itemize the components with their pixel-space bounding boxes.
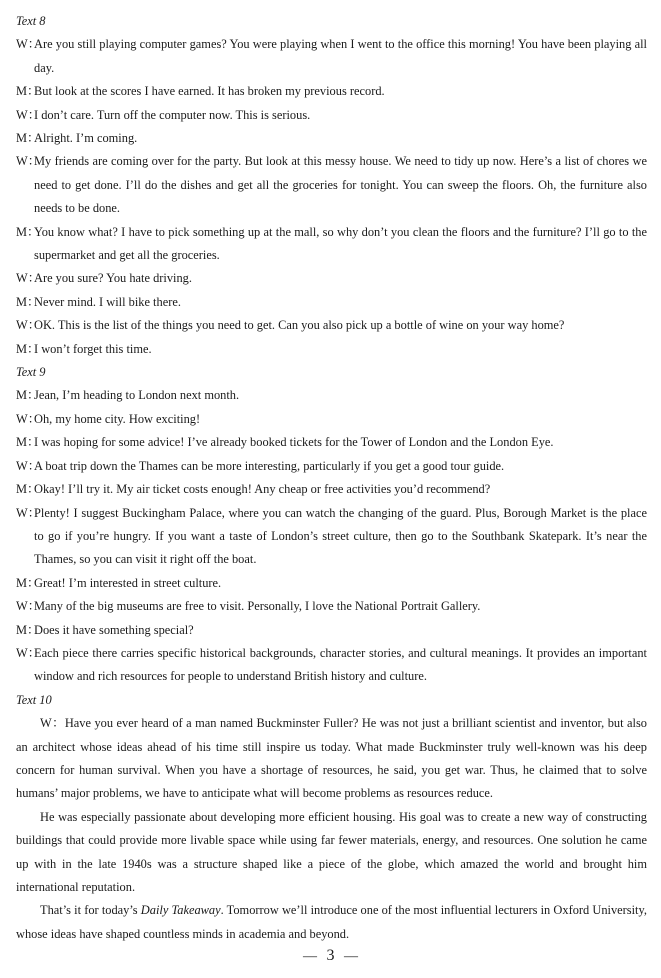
dialogue bbox=[16, 384, 647, 688]
speaker-label: M： bbox=[16, 435, 40, 450]
speaker-label: M： bbox=[16, 388, 40, 403]
speaker-label: W： bbox=[16, 458, 41, 473]
dialogue-line bbox=[16, 478, 647, 501]
dialogue bbox=[16, 33, 647, 361]
utterance: Does it have something special? bbox=[34, 622, 194, 637]
transcript-page bbox=[16, 10, 647, 946]
paragraph-text: . Tomorrow we’ll introduce one of the most influential lecturers in Oxford University, whose ideas have shaped countless minds in academia and beyond. bbox=[16, 903, 647, 941]
speaker-label: W： bbox=[16, 505, 41, 520]
utterance: Are you sure? You hate driving. bbox=[34, 271, 192, 286]
speaker-label: M： bbox=[16, 84, 40, 99]
section-text-9 bbox=[16, 361, 647, 689]
dialogue-line bbox=[16, 127, 647, 150]
speaker-label: M： bbox=[16, 622, 40, 637]
section-heading: Text 8 bbox=[16, 14, 46, 28]
dialogue-line bbox=[16, 338, 647, 361]
dialogue-line bbox=[16, 80, 647, 103]
utterance: Okay! I’ll try it. My air ticket costs enough! Any cheap or free activities you’d recommend? bbox=[34, 482, 491, 497]
utterance: I was hoping for some advice! I’ve already booked tickets for the Tower of London and the London Eye. bbox=[34, 435, 554, 450]
dialogue-line bbox=[16, 572, 647, 595]
section-text-8 bbox=[16, 10, 647, 361]
footer-dash: — bbox=[344, 949, 358, 964]
utterance: I don’t care. Turn off the computer now. This is serious. bbox=[34, 107, 311, 122]
dialogue-line bbox=[16, 150, 647, 220]
speaker-label: W： bbox=[16, 318, 41, 333]
program-title: Daily Takeaway bbox=[140, 903, 221, 918]
dialogue-line bbox=[16, 431, 647, 454]
utterance: My friends are coming over for the party. But look at this messy house. We need to tidy up now. Here’s a list of chores we need to get done. I’ll do the dishes and get all the groceries for tonight. You can sweep the floors. Oh, the furniture also needs to be done. bbox=[34, 154, 647, 216]
section-heading: Text 9 bbox=[16, 365, 46, 380]
utterance: But look at the scores I have earned. It has broken my previous record. bbox=[34, 84, 385, 99]
dialogue-line bbox=[16, 314, 647, 337]
speaker-label: M： bbox=[16, 224, 40, 239]
utterance: Alright. I’m coming. bbox=[34, 131, 138, 146]
speaker-label: M： bbox=[16, 131, 40, 146]
dialogue-line bbox=[16, 619, 647, 642]
speaker-label: M： bbox=[16, 294, 40, 309]
speaker-label: W： bbox=[40, 716, 65, 731]
speaker-label: M： bbox=[16, 482, 40, 497]
utterance: Jean, I’m heading to London next month. bbox=[34, 388, 240, 403]
speaker-label: W： bbox=[16, 645, 41, 660]
speaker-label: W： bbox=[16, 411, 41, 426]
utterance: Are you still playing computer games? You were playing when I went to the office this morning! You have been playing all day. bbox=[34, 37, 647, 75]
speaker-label: W： bbox=[16, 154, 41, 169]
monologue-paragraph bbox=[16, 712, 647, 806]
speaker-label: W： bbox=[16, 107, 41, 122]
paragraph-text: Have you ever heard of a man named Buckminster Fuller? He was not just a brilliant scientist and inventor, but also an architect whose ideas ahead of his time still inspire us today. What made Buckminster truly well-known was his deep concern for human survival. When you have a shortage of resources, he said, you get war. Thus, he claimed that to solve humans’ major problems, we have to anticipate what will become problems as resources reduce. bbox=[16, 716, 647, 801]
dialogue-line bbox=[16, 642, 647, 689]
utterance: Great! I’m interested in street culture. bbox=[34, 575, 222, 590]
monologue-paragraph bbox=[16, 899, 647, 946]
dialogue-line bbox=[16, 33, 647, 80]
utterance: Plenty! I suggest Buckingham Palace, where you can watch the changing of the guard. Plus, Borough Market is the place to go if you’re hungry. If you want a taste of London’s street culture, then go to the Southbank Skatepark. It’s near the Thames, so you can visit it right off the boat. bbox=[34, 505, 647, 567]
dialogue-line bbox=[16, 384, 647, 407]
dialogue-line bbox=[16, 595, 647, 618]
dialogue-line bbox=[16, 291, 647, 314]
speaker-label: M： bbox=[16, 575, 40, 590]
utterance: You know what? I have to pick something up at the mall, so why don’t you clean the floors and the furniture? I’ll go to the supermarket and get all the groceries. bbox=[34, 224, 647, 263]
dialogue-line bbox=[16, 408, 647, 431]
speaker-label: W： bbox=[16, 599, 41, 614]
dialogue-line bbox=[16, 502, 647, 572]
utterance: OK. This is the list of the things you need to get. Can you also pick up a bottle of wine on your way home? bbox=[34, 318, 565, 333]
utterance: Never mind. I will bike there. bbox=[34, 294, 181, 309]
footer-dash: — bbox=[303, 949, 317, 964]
utterance: Each piece there carries specific historical backgrounds, character stories, and cultural meanings. It provides an important window and rich resources for people to understand British history and culture. bbox=[34, 645, 647, 684]
speaker-label: M： bbox=[16, 341, 40, 356]
speaker-label: W： bbox=[16, 271, 41, 286]
dialogue-line bbox=[16, 221, 647, 268]
utterance: Oh, my home city. How exciting! bbox=[34, 411, 201, 426]
dialogue-line bbox=[16, 104, 647, 127]
dialogue-line bbox=[16, 267, 647, 290]
page-footer bbox=[0, 947, 661, 966]
paragraph-text: That’s it for today’s bbox=[40, 903, 141, 918]
utterance: A boat trip down the Thames can be more interesting, particularly if you get a good tour guide. bbox=[34, 458, 505, 473]
section-heading: Text 10 bbox=[16, 692, 52, 707]
speaker-label: W： bbox=[16, 37, 41, 52]
dialogue-line bbox=[16, 455, 647, 478]
monologue-paragraph: He was especially passionate about developing more efficient housing. His goal was to create a new way of constructing buildings that could provide more livable space while using far fewer materials, energy, and resources. One solution he came up with in the late 1940s was a structure shaped like a piece of the globe, which amazed the world and brought him international reputation. bbox=[16, 809, 647, 894]
section-text-10 bbox=[16, 689, 647, 946]
utterance: Many of the big museums are free to visit. Personally, I love the National Portrait Gallery. bbox=[34, 599, 481, 614]
utterance: I won’t forget this time. bbox=[34, 341, 152, 356]
page-number: 3 bbox=[326, 947, 335, 964]
